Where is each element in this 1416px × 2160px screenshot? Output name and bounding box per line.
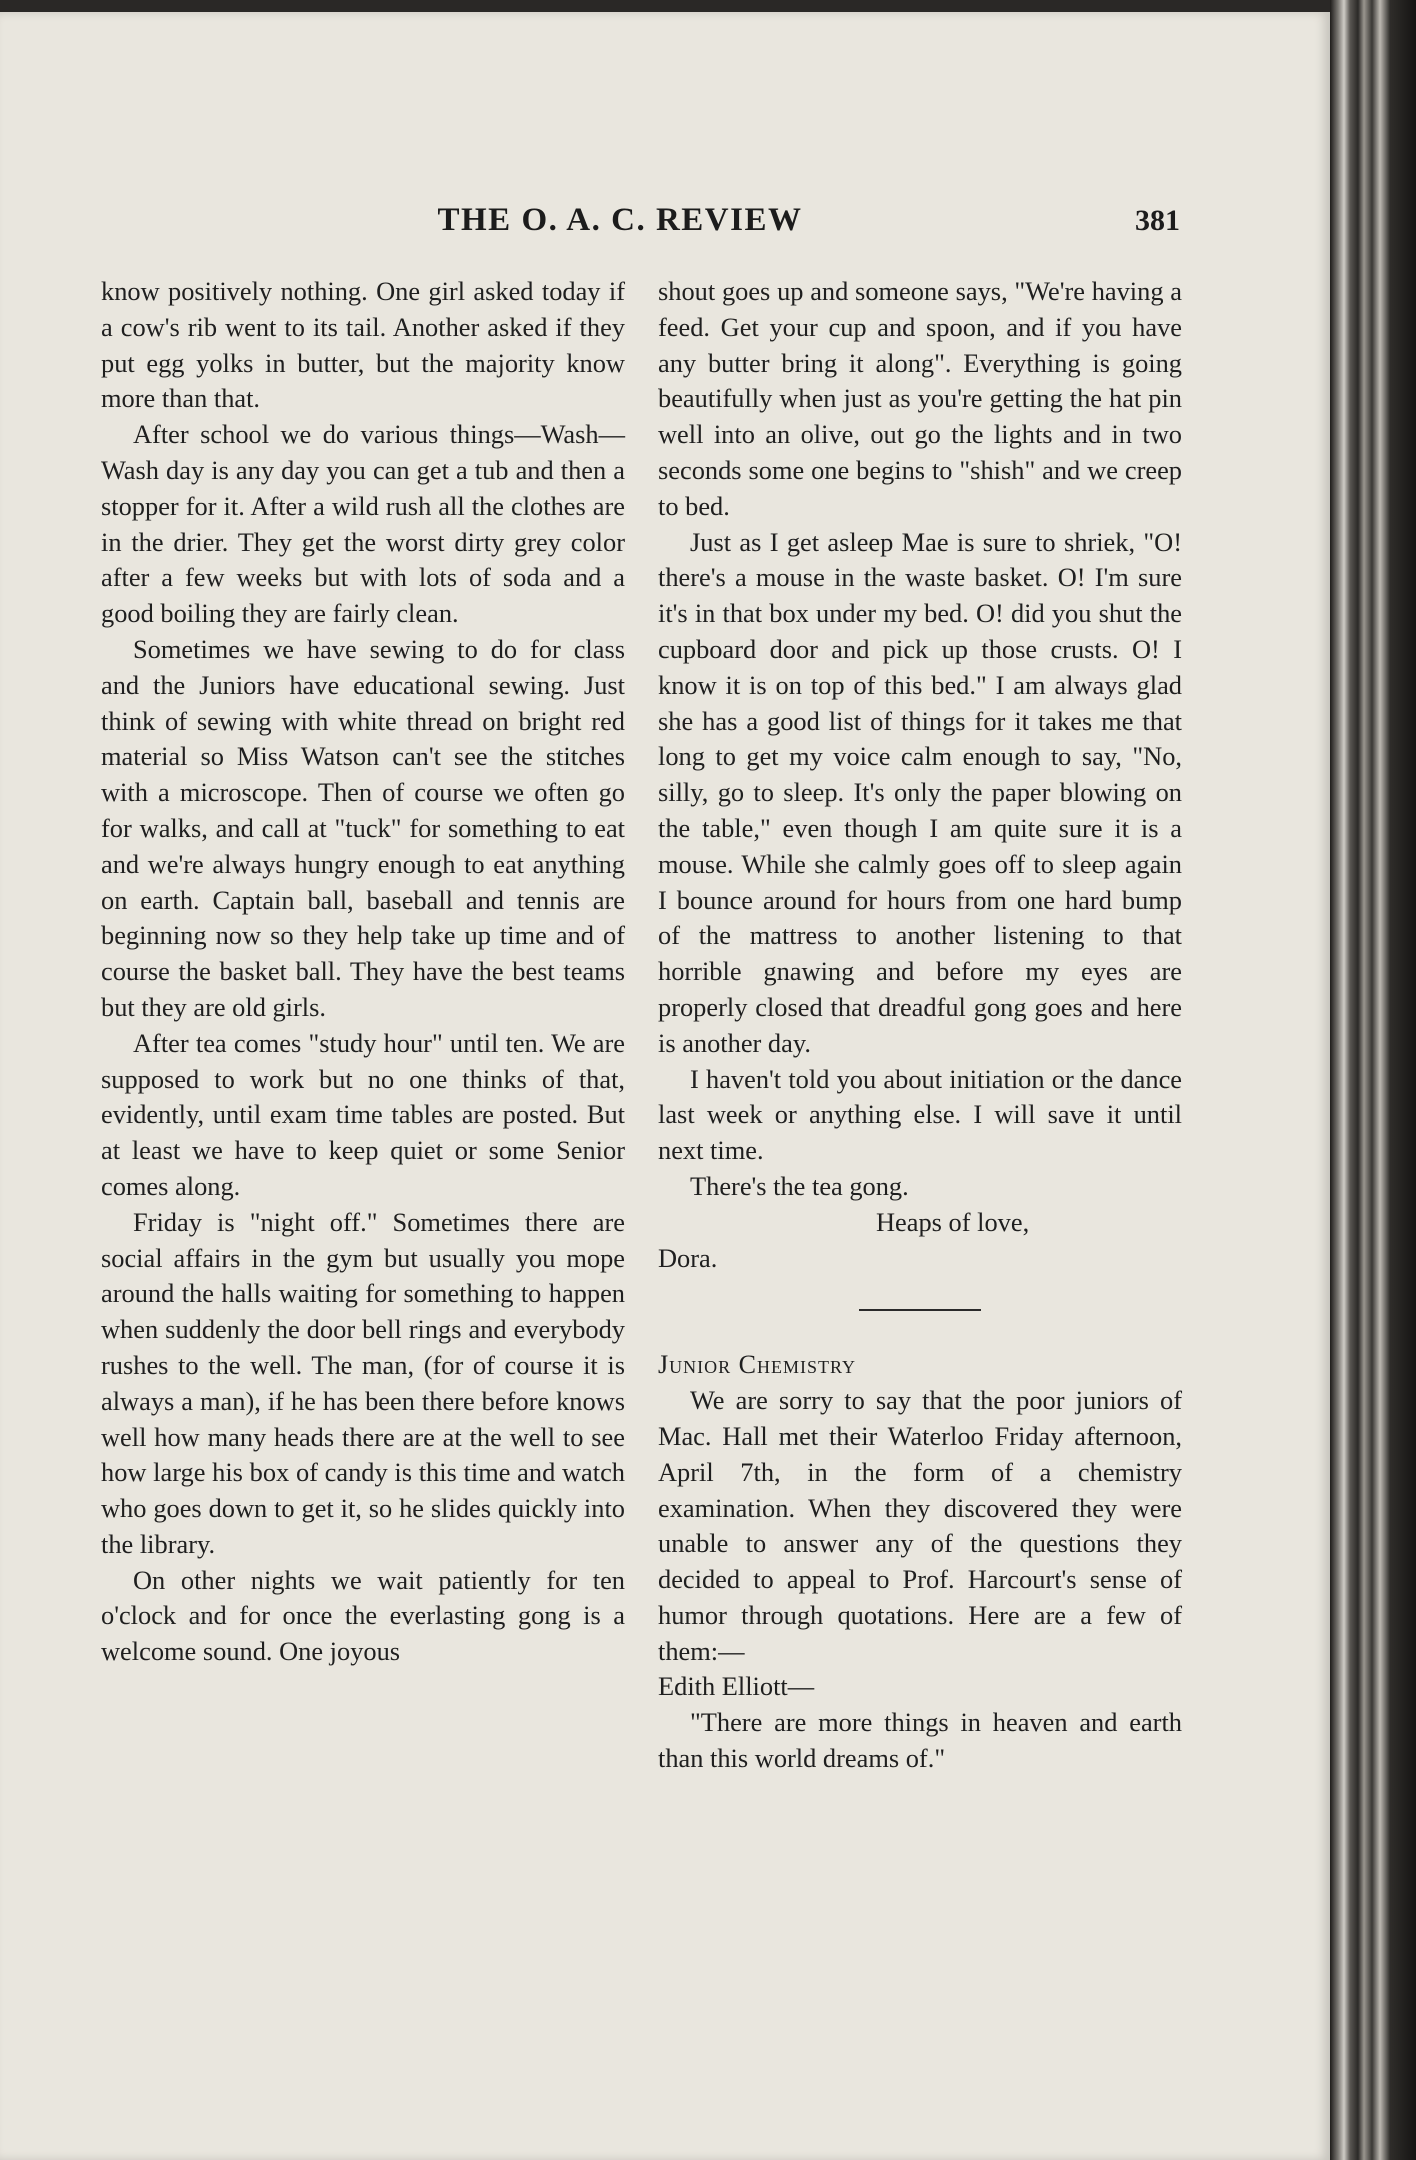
paragraph: Friday is "night off." Sometimes there are social affairs in the gym but usually you mope around the halls waiting for something to happen when suddenly the door bell rings and everybody rushes to the well. The man, (for of course it is always a man), if he has been there before knows well how many heads there are at the well to see how large his box of candy is this time and watch who goes down to get it, so he slides quickly into the library. (101, 1206, 625, 1559)
book-page (0, 12, 1330, 2160)
section-heading: Junior Chemistry (658, 1350, 856, 1380)
journal-title: THE O. A. C. REVIEW (437, 202, 803, 238)
section-divider (859, 1309, 981, 1311)
paragraph: know positively nothing. One girl asked today if a cow's rib went to its tail. Another asked if they put egg yolks in butter, but the majority know more than that. (101, 276, 625, 414)
paragraph: Sometimes we have sewing to do for class and the Juniors have educational sewing. Just think of sewing with white thread on bright red material so Miss Watson can't see the stitches with a microscope. Then of course we often go for walks, and call at "tuck" for something to eat and we're always hungry enough to eat anything on earth. Captain ball, baseball and tennis are beginning now so they help take up time and of course the basket ball. They have the best teams but they are old girls. (101, 633, 625, 1022)
paragraph: Just as I get asleep Mae is sure to shriek, "O! there's a mouse in the waste basket. O! I'm sure it's in that box under my bed. O! did you shut the cupboard door and pick up those crusts. O! I know it is on top of this bed." I am always glad she has a good list of things for it takes me that long to get my voice calm enough to say, "No, silly, go to sleep. It's only the paper blowing on the table," even though I am quite sure it is a mouse. While she calmly goes off to sleep again I bounce around for hours from one hard bump of the mattress to another listening to that horrible gnawing and before my eyes are properly closed that dreadful gong goes and here is another day. (658, 526, 1182, 1058)
paragraph: After tea comes "study hour" until ten. We are supposed to work but no one thinks of that, evidently, until exam time tables are posted. But at least we have to keep quiet or some Senior comes along. (101, 1027, 625, 1201)
paragraph: I haven't told you about initiation or the dance last week or anything else. I will save it until next time. (658, 1063, 1182, 1166)
paragraph: We are sorry to say that the poor juniors of Mac. Hall met their Waterloo Friday afternoon, April 7th, in the form of a chemistry examination. When they discovered they were unable to answer any of the questions they decided to appeal to Prof. Harcourt's sense of humor through quotations. Here are a few of them:— (658, 1385, 1182, 1666)
paragraph: shout goes up and someone says, "We're having a feed. Get your cup and spoon, and if you have any butter bring it along". Everything is going beautifully when just as you're getting the hat pin well into an olive, out go the lights and in two seconds some one begins to "shish" and we creep to bed. (658, 276, 1182, 521)
paragraph: On other nights we wait patiently for ten o'clock and for once the everlasting gong is a welcome sound. One joyous (101, 1564, 625, 1667)
quotation: "There are more things in heaven and earth than this world dreams of." (658, 1707, 1182, 1774)
paragraph: There's the tea gong. (690, 1170, 909, 1201)
page-number: 381 (1135, 204, 1180, 237)
book-binding-edge (1330, 0, 1416, 2160)
quotation-attribution: Edith Elliott— (658, 1671, 815, 1702)
right-column (658, 274, 1182, 1777)
letter-signature: Dora. (658, 1242, 718, 1273)
letter-closing: Heaps of love, (876, 1206, 1030, 1237)
running-header (100, 198, 1180, 248)
left-column (101, 274, 625, 1670)
paragraph: After school we do various things—Wash—Wash day is any day you can get a tub and then a stopper for it. After a wild rush all the clothes are in the drier. They get the worst dirty grey color after a few weeks but with lots of soda and a good boiling they are fairly clean. (101, 419, 625, 629)
